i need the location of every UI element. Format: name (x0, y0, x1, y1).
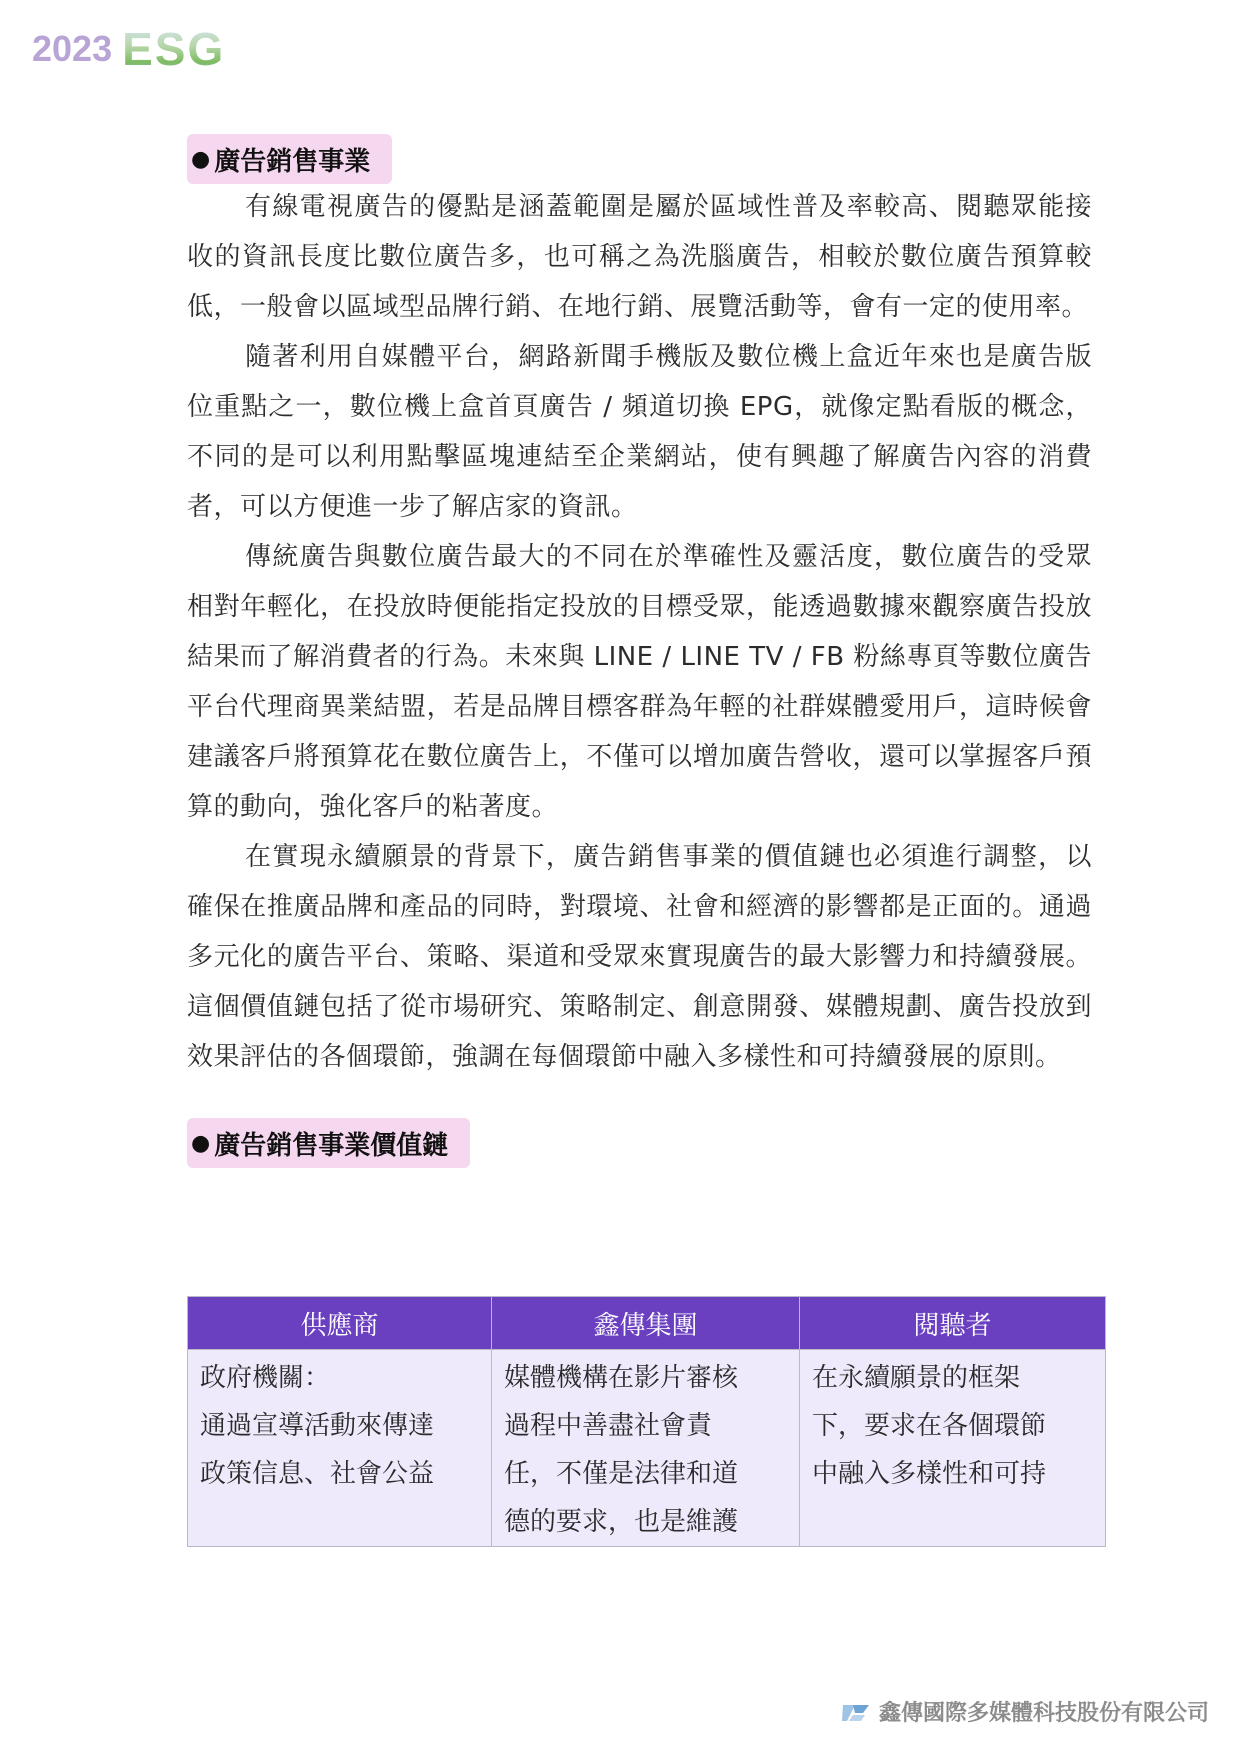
paragraph: 在實現永續願景的背景下，廣告銷售事業的價值鏈也必須進行調整，以確保在推廣品牌和產品的同時，對環境、社會和經濟的影響都是正面的。通過多元化的廣告平台、策略、渠道和受眾來實現廣告的最大影響力和持續發展。這個價值鏈包括了從市場研究、策略制定、創意開發、媒體規劃、廣告投放到效果評估的各個環節，強調在每個環節中融入多樣性和可持續發展的原則。 (187, 842, 1092, 1072)
audience-cell (800, 1350, 1106, 1547)
cell-line: 政府機關： (200, 1363, 331, 1393)
cell-line: 媒體機構在影片審核 (504, 1363, 739, 1393)
cell-line: 通過宣導活動來傳達 (200, 1411, 435, 1441)
cell-line: 任，不僅是法律和道 (504, 1459, 739, 1489)
company-name: 鑫傳國際多媒體科技股份有限公司 (878, 1701, 1209, 1726)
section-heading-ad-sales (187, 134, 392, 184)
column-header-group: 鑫傳集團 (492, 1297, 800, 1350)
paragraph: 傳統廣告與數位廣告最大的不同在於準確性及靈活度，數位廣告的受眾相對年輕化，在投放時便能指定投放的目標受眾，能透過數據來觀察廣告投放結果而了解消費者的行為。未來與 LINE / LINE TV / FB 粉絲專頁等數位廣告平台代理商異業結盟，若是品牌目標客群為年輕的社群媒體愛用戶，這時候會建議客戶將預算花在數位廣告上，不僅可以增加廣告營收，還可以掌握客戶預算的動向，強化客戶的粘著度。 (187, 542, 1092, 822)
page-footer (841, 1696, 1209, 1727)
bullet-icon: ● (191, 1130, 211, 1156)
section-heading-text: 廣告銷售事業價值鏈 (214, 1130, 449, 1161)
section-heading-value-chain (187, 1118, 470, 1168)
bullet-icon: ● (191, 146, 211, 172)
cell-line: 下，要求在各個環節 (812, 1411, 1047, 1441)
supplier-cell (188, 1350, 492, 1547)
cell-line: 德的要求，也是維護 (504, 1507, 739, 1537)
ad-sales-body (187, 182, 1092, 1082)
report-year: 2023 (32, 28, 113, 69)
esg-wordmark: ESG (122, 23, 226, 75)
company-logo-icon (841, 1699, 871, 1725)
cell-line: 政策信息、社會公益 (200, 1459, 435, 1489)
column-header-audience: 閱聽者 (800, 1297, 1106, 1350)
cell-line: 過程中善盡社會責 (504, 1411, 713, 1441)
value-chain-table (187, 1296, 1106, 1547)
section-heading-text: 廣告銷售事業 (214, 146, 371, 177)
report-logo (32, 22, 225, 76)
table-row (188, 1350, 1106, 1547)
cell-line: 在永續願景的框架 (812, 1363, 1021, 1393)
group-cell (492, 1350, 800, 1547)
column-header-supplier: 供應商 (188, 1297, 492, 1350)
table-header-row (188, 1297, 1106, 1350)
cell-line: 中融入多樣性和可持 (812, 1459, 1047, 1489)
paragraph: 隨著利用自媒體平台，網路新聞手機版及數位機上盒近年來也是廣告版位重點之一，數位機上盒首頁廣告 / 頻道切換 EPG，就像定點看版的概念，不同的是可以利用點擊區塊連結至企業網站，使有興趣了解廣告內容的消費者，可以方便進一步了解店家的資訊。 (187, 342, 1092, 522)
paragraph: 有線電視廣告的優點是涵蓋範圍是屬於區域性普及率較高、閱聽眾能接收的資訊長度比數位廣告多，也可稱之為洗腦廣告，相較於數位廣告預算較低，一般會以區域型品牌行銷、在地行銷、展覽活動等，會有一定的使用率。 (187, 192, 1092, 322)
